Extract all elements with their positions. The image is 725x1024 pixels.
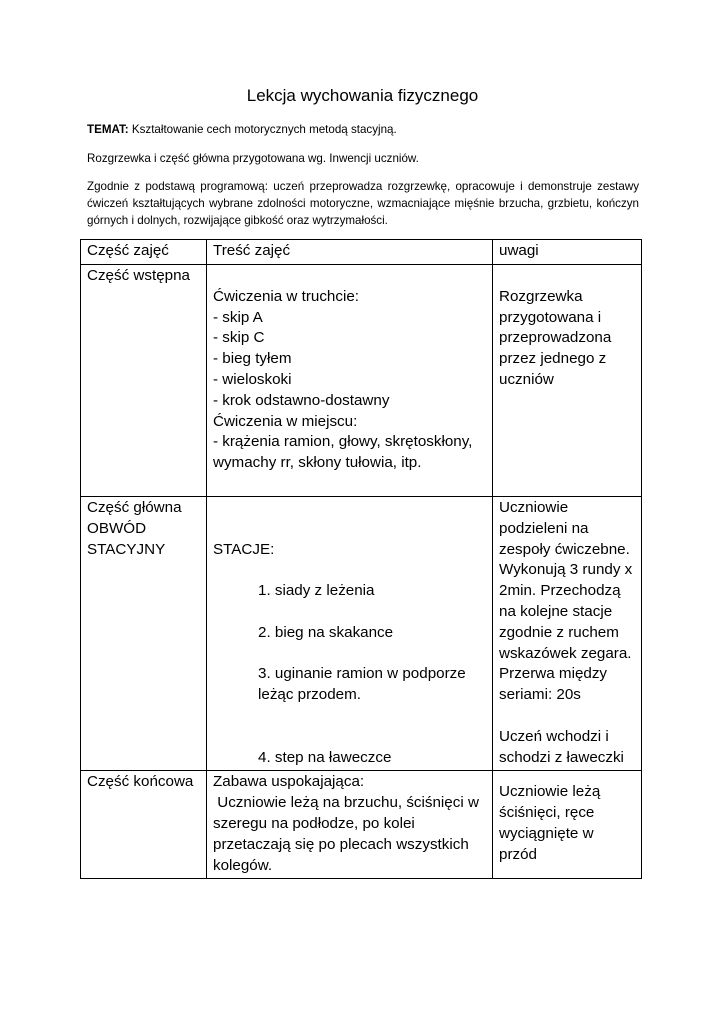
content-line: - skip A <box>213 308 263 326</box>
station-item: 4. step na ławeczce <box>258 748 392 766</box>
part-cell <box>81 496 207 770</box>
topic-text: Kształtowanie cech motorycznych metodą stacyjną. <box>128 123 397 136</box>
topic-label: TEMAT: <box>87 123 129 136</box>
header-part: Część zajęć <box>81 240 207 265</box>
notes-cell <box>493 264 642 496</box>
station-item: 3. uginanie ramion w podporze leżąc przodem. <box>258 665 466 704</box>
table-row <box>81 496 642 770</box>
part-cell <box>81 771 207 879</box>
notes-text: Uczniowie podzieleni na zespoły ćwiczebne. Wykonują 3 rundy x 2min. Przechodzą na kolejne stacje zgodnie z ruchem wskazówek zegara. Przerwa między seriami: 20s <box>499 498 633 704</box>
notes-cell <box>493 771 642 879</box>
table-row <box>81 771 642 879</box>
content-heading: Zabawa uspokajająca: <box>213 773 365 791</box>
station-item: 1. siady z leżenia <box>258 582 375 600</box>
part-label: Część wstępna <box>87 266 190 284</box>
header-content: Treść zajęć <box>207 240 493 265</box>
notes-cell <box>493 496 642 770</box>
part-cell <box>81 264 207 496</box>
intro-line: Rozgrzewka i część główna przygotowana wg. Inwencji uczniów. <box>87 152 419 165</box>
notes-text: Uczniowie leżą ściśnięci, ręce wyciągnięte w przód <box>499 783 601 863</box>
notes-text: Uczeń wchodzi i schodzi z ławeczki <box>499 727 624 766</box>
content-cell <box>207 264 493 496</box>
page-title: Lekcja wychowania fizycznego <box>246 86 479 105</box>
curriculum-paragraph: Zgodnie z podstawą programową: uczeń przeprowadza rozgrzewkę, opracowuje i demonstruje zestawy ćwiczeń kształtujących wybrane zdolności motoryczne, wzmacniające mięśnie brzucha, grzbietu, kończyn górnych i dolnych, rozwijające gibkość oraz wytrzymałości. <box>87 180 639 227</box>
content-line: - krążenia ramion, głowy, skrętoskłony, wymachy rr, skłony tułowia, itp. <box>213 433 473 472</box>
part-label: Część końcowa <box>87 773 194 791</box>
content-cell <box>207 496 493 770</box>
content-line: - bieg tyłem <box>213 350 292 368</box>
content-line: Ćwiczenia w miejscu: <box>213 412 358 430</box>
content-line: - krok odstawno-dostawny <box>213 391 390 409</box>
notes-text: Rozgrzewka przygotowana i przeprowadzona przez jednego z uczniów <box>499 287 612 388</box>
part-label: Część główna <box>87 498 182 516</box>
content-line: - wieloskoki <box>213 370 292 388</box>
table-row <box>81 264 642 496</box>
stations-heading: STACJE: <box>213 540 275 558</box>
part-label: OBWÓD <box>87 519 147 537</box>
content-line: Ćwiczenia w truchcie: <box>213 287 360 305</box>
content-text: Uczniowie leżą na brzuchu, ściśnięci w szeregu na podłodze, po kolei przetaczają się po plecach wszystkich kolegów. <box>213 794 484 874</box>
content-cell <box>207 771 493 879</box>
lesson-table <box>80 239 642 879</box>
part-label: STACYJNY <box>87 540 166 558</box>
station-item: 2. bieg na skakance <box>258 623 394 641</box>
header-notes: uwagi <box>493 240 642 265</box>
table-header-row <box>81 240 642 265</box>
topic-line <box>87 121 639 138</box>
content-line: - skip C <box>213 329 265 347</box>
